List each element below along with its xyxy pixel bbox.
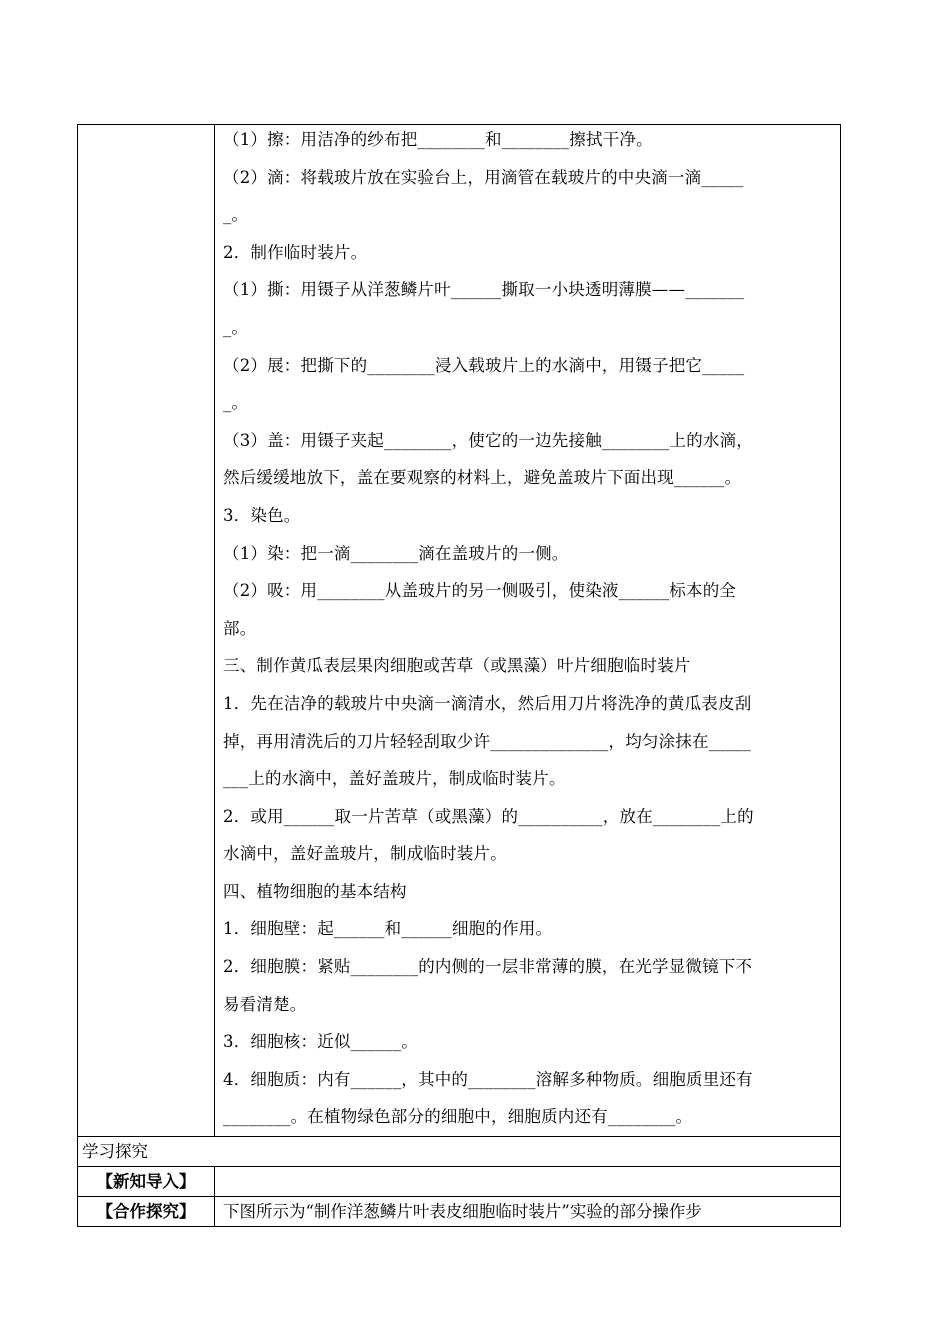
text-line: ___上的水滴中，盖好盖玻片，制成临时装片。 (223, 769, 566, 789)
text-line: _。 (223, 393, 249, 413)
text-line: 水滴中，盖好盖玻片，制成临时装片。 (223, 844, 507, 864)
text-line: （2）展：把撕下的________浸入载玻片上的水滴中，用镊子把它_____ (223, 355, 745, 375)
text-line: 2．细胞膜：紧贴________的内侧的一层非常薄的膜，在光学显微镜下不 (223, 957, 753, 977)
new-knowledge-label: 【新知导入】 (78, 1167, 215, 1197)
content-cell (215, 125, 841, 1137)
section-heading: 四、植物细胞的基本结构 (223, 881, 407, 901)
text-line: （3）盖：用镊子夹起________，使它的一边先接触________上的水滴， (223, 430, 753, 450)
text-line: 掉，再用清洗后的刀片轻轻刮取少许______________，均匀涂抹在_____ (223, 731, 751, 751)
text-line: 4．细胞质：内有______，其中的________溶解多种物质。细胞质里还有 (223, 1069, 753, 1089)
text-line: _。 (223, 205, 249, 225)
study-explore-label: 学习探究 (78, 1137, 841, 1167)
text-line: （1）染：把一滴________滴在盖玻片的一侧。 (223, 543, 569, 563)
text-line: 部。 (223, 618, 257, 638)
text-line: ________。在植物绿色部分的细胞中，细胞质内还有________。 (223, 1107, 693, 1127)
section-heading: 三、制作黄瓜表层果肉细胞或苦草（或黑藻）叶片细胞临时装片 (223, 656, 691, 676)
text-line: _。 (223, 317, 249, 337)
text-line: 1．细胞壁：起______和______细胞的作用。 (223, 919, 553, 939)
text-line: 易看清楚。 (223, 994, 307, 1014)
coop-explore-row (78, 1197, 841, 1227)
worksheet-table (77, 124, 841, 1227)
content-row (78, 125, 841, 1137)
coop-explore-content: 下图所示为“制作洋葱鳞片叶表皮细胞临时装片”实验的部分操作步 (215, 1197, 841, 1227)
text-line: 3．染色。 (223, 505, 301, 525)
text-line: （2）滴：将载玻片放在实验台上，用滴管在载玻片的中央滴一滴_____ (223, 167, 744, 187)
coop-explore-label: 【合作探究】 (78, 1197, 215, 1227)
text-line: （1）擦：用洁净的纱布把________和________擦拭干净。 (223, 130, 653, 149)
study-explore-row (78, 1137, 841, 1167)
text-line: （1）撕：用镊子从洋葱鳞片叶______撕取一小块透明薄膜——_______ (223, 280, 745, 300)
text-line: 1．先在洁净的载玻片中央滴一滴清水，然后用刀片将洗净的黄瓜表皮刮 (223, 693, 752, 713)
text-line: （2）吸：用________从盖玻片的另一侧吸引，使染液______标本的全 (223, 581, 737, 601)
text-line: 2．制作临时装片。 (223, 242, 368, 262)
new-knowledge-content (215, 1167, 841, 1197)
new-knowledge-row (78, 1167, 841, 1197)
text-line: 然后缓缓地放下，盖在要观察的材料上，避免盖玻片下面出现______。 (223, 468, 742, 488)
left-column-cell (78, 125, 215, 1137)
text-line: 3．细胞核：近似______。 (223, 1032, 418, 1052)
text-line: 2．或用______取一片苦草（或黑藻）的__________，放在________上的 (223, 806, 754, 826)
